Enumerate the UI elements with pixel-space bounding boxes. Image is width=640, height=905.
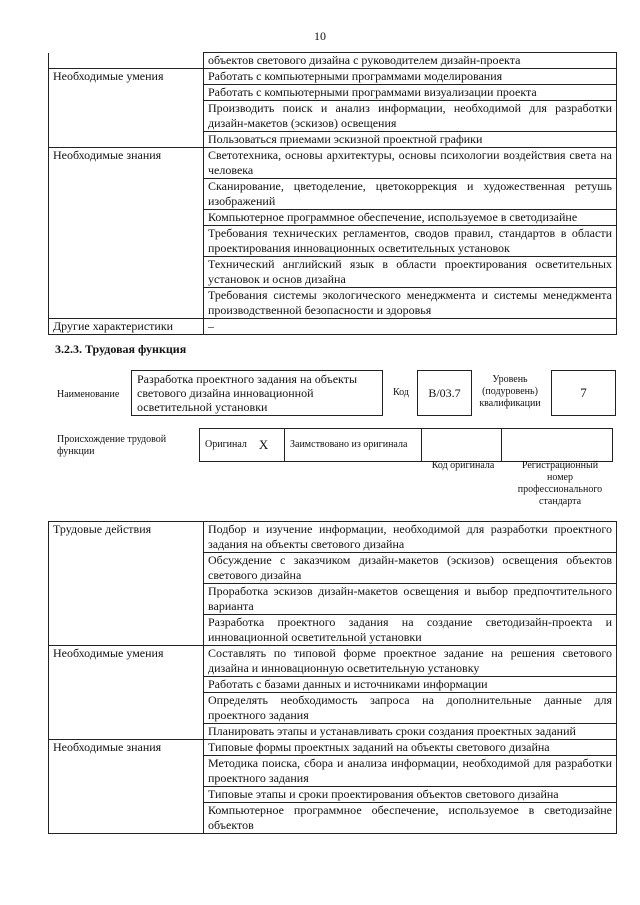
table-row (49, 803, 617, 834)
table-row (49, 615, 617, 646)
origin-borrowed-cell (285, 429, 422, 461)
row-label (49, 756, 204, 787)
row-text: Обсуждение с заказчиком дизайн-макетов (эскизов) освещения объектов светового дизайна (204, 553, 617, 584)
row-text: Требования технических регламентов, сводов правил, стандартов в области проектирования инновационных осветительных установок (204, 226, 617, 257)
table-row (49, 132, 617, 148)
name-label: Наименование (57, 389, 120, 400)
row-label: Необходимые знания (49, 740, 204, 756)
origin-label: Происхождение трудовой функции (57, 434, 167, 457)
origin-row (199, 428, 613, 462)
table-row (49, 179, 617, 210)
function-name-box: Разработка проектного задания на объекты светового дизайна инновационной осветительной установки (131, 370, 383, 416)
table-row (49, 584, 617, 615)
table-row (49, 101, 617, 132)
table-row (49, 787, 617, 803)
row-text: Требования системы экологического менеджмента и системы менеджмента производственной безопасности и здоровья (204, 288, 617, 319)
row-text: Пользоваться приемами эскизной проектной графики (204, 132, 617, 148)
row-label (49, 677, 204, 693)
row-label (49, 257, 204, 288)
table-row (49, 724, 617, 740)
origin-code-cell (422, 429, 502, 461)
code-original-caption: Код оригинала (431, 460, 495, 471)
row-label (49, 803, 204, 834)
origin-borrowed-label: Заимствовано из оригинала (290, 439, 408, 450)
row-text: Производить поиск и анализ информации, необходимой для разработки дизайн-макетов (эскизов) освещения (204, 101, 617, 132)
table-row (49, 288, 617, 319)
row-label (49, 53, 204, 69)
row-label: Необходимые знания (49, 148, 204, 179)
table-row (49, 756, 617, 787)
row-label (49, 693, 204, 724)
row-text: Компьютерное программное обеспечение, используемое в светодизайне (204, 210, 617, 226)
table-row (49, 677, 617, 693)
row-label (49, 615, 204, 646)
row-label: Трудовые действия (49, 522, 204, 553)
section-heading: 3.2.3. Трудовая функция (55, 342, 187, 356)
row-label: Необходимые умения (49, 69, 204, 85)
row-text: Составлять по типовой форме проектное задание на решения светового дизайна и инновационную осветительную установку (204, 646, 617, 677)
table-row (49, 210, 617, 226)
row-text: Типовые формы проектных заданий на объекты светового дизайна (204, 740, 617, 756)
requirements-table-top-body (49, 53, 617, 335)
row-label (49, 226, 204, 257)
row-label (49, 584, 204, 615)
row-label (49, 85, 204, 101)
table-row (49, 69, 617, 85)
table-row (49, 553, 617, 584)
table-row (49, 693, 617, 724)
row-label (49, 724, 204, 740)
row-text: Сканирование, цветоделение, цветокоррекция и художественная ретушь изображений (204, 179, 617, 210)
code-label: Код (393, 387, 409, 398)
row-text: Работать с компьютерными программами визуализации проекта (204, 85, 617, 101)
row-text: Технический английский язык в области проектирования осветительных установок и основ дизайна (204, 257, 617, 288)
row-label (49, 210, 204, 226)
requirements-table-bottom-body (49, 522, 617, 834)
requirements-table-top (48, 52, 617, 335)
origin-reg-cell (502, 429, 612, 461)
table-row (49, 319, 617, 335)
qualification-level-box: 7 (551, 370, 616, 416)
row-label (49, 179, 204, 210)
row-label (49, 101, 204, 132)
row-text: Компьютерное программное обеспечение, используемое в светодизайне объектов (204, 803, 617, 834)
row-text: объектов светового дизайна с руководителем дизайн-проекта (204, 53, 617, 69)
table-row (49, 522, 617, 553)
table-row (49, 740, 617, 756)
table-row (49, 646, 617, 677)
requirements-table-bottom (48, 521, 617, 834)
table-row (49, 226, 617, 257)
row-label (49, 553, 204, 584)
row-label (49, 787, 204, 803)
row-text: Подбор и изучение информации, необходимой для разработки проектного задания на объекты светового дизайна (204, 522, 617, 553)
table-row (49, 148, 617, 179)
row-text: Работать с базами данных и источниками информации (204, 677, 617, 693)
row-text: Разработка проектного задания на создание светодизайн-проекта и инновационной осветительной установки (204, 615, 617, 646)
row-text: Определять необходимость запроса на дополнительные данные для проектного задания (204, 693, 617, 724)
row-label: Другие характеристики (49, 319, 204, 335)
qualification-level-label: Уровень (подуровень) квалификации (479, 374, 541, 409)
row-text: Работать с компьютерными программами моделирования (204, 69, 617, 85)
origin-original-label: Оригинал (205, 439, 247, 450)
row-label (49, 288, 204, 319)
row-text: – (204, 319, 617, 335)
row-label: Необходимые умения (49, 646, 204, 677)
origin-original-cell (200, 429, 285, 461)
row-text: Проработка эскизов дизайн-макетов освещения и выбор предпочтительного варианта (204, 584, 617, 615)
origin-original-mark: X (258, 437, 269, 452)
table-row (49, 53, 617, 69)
row-text: Светотехника, основы архитектуры, основы психологии воздействия света на человека (204, 148, 617, 179)
table-row (49, 85, 617, 101)
row-text: Планировать этапы и устанавливать сроки создания проектных заданий (204, 724, 617, 740)
function-code-box: B/03.7 (417, 370, 472, 416)
row-label (49, 132, 204, 148)
row-text: Типовые этапы и сроки проектирования объектов светового дизайна (204, 787, 617, 803)
page-number: 10 (314, 29, 326, 43)
registration-number-caption: Регистрационный номер профессионального стандарта (517, 460, 603, 507)
row-text: Методика поиска, сбора и анализа информации, необходимой для разработки проектного задания (204, 756, 617, 787)
table-row (49, 257, 617, 288)
